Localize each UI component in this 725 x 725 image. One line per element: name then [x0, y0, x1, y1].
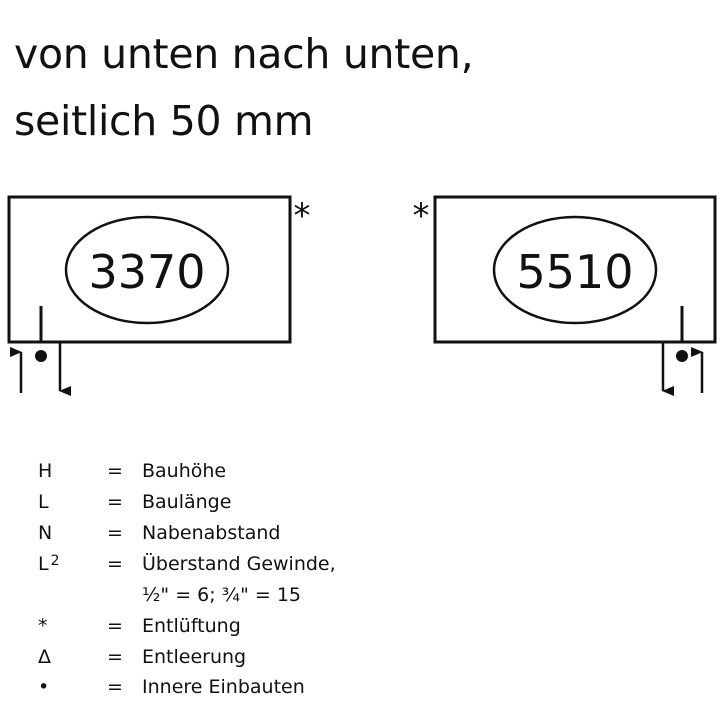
- legend-row-thread-values: [0, 584, 725, 612]
- legend-description: ½" = 6; ¾" = 15: [142, 584, 302, 606]
- legend-description: Innere Einbauten: [142, 676, 305, 698]
- legend-equals: =: [107, 491, 123, 513]
- legend-symbol-group: [38, 553, 60, 575]
- radiator-right-code: 5510: [516, 245, 634, 299]
- legend-symbol: N: [38, 522, 53, 544]
- legend-equals: =: [107, 646, 123, 668]
- radiator-left: [9, 196, 311, 393]
- legend-description: Entlüftung: [142, 615, 241, 637]
- legend-row-thread-overhang: [0, 553, 725, 581]
- vent-asterisk-left: *: [293, 196, 311, 236]
- internal-fitting-dot-left: [35, 350, 47, 362]
- legend-symbol: L: [38, 491, 49, 513]
- legend-symbol: H: [38, 460, 53, 482]
- legend-equals: =: [107, 676, 123, 698]
- legend-description: Bauhöhe: [142, 460, 227, 482]
- vent-asterisk-right: *: [412, 196, 430, 236]
- radiator-right: [413, 196, 716, 393]
- legend-description: Baulänge: [142, 491, 232, 513]
- internal-fitting-dot-right: [676, 350, 688, 362]
- legend-description: Nabenabstand: [142, 522, 281, 544]
- radiator-left-code: 3370: [88, 245, 206, 299]
- legend-equals: =: [107, 553, 123, 575]
- legend-row-vent: [0, 615, 725, 643]
- legend-symbol-subscript: 2: [50, 553, 60, 569]
- legend-row-internals: [0, 676, 725, 704]
- page-title-line-1: von unten nach unten,: [14, 30, 474, 78]
- legend-row-hub-distance: [0, 522, 725, 550]
- legend-equals: =: [107, 460, 123, 482]
- legend-equals: =: [107, 615, 123, 637]
- legend-symbol: *: [38, 615, 48, 637]
- legend-description: Entleerung: [142, 646, 247, 668]
- page-title-line-2: seitlich 50 mm: [14, 97, 314, 145]
- legend-description: Überstand Gewinde,: [142, 553, 336, 575]
- legend-symbol: L: [38, 553, 49, 575]
- legend-symbol: Δ: [38, 646, 51, 668]
- legend-equals: =: [107, 522, 123, 544]
- legend-row-drain: [0, 646, 725, 674]
- legend-row-length: [0, 491, 725, 519]
- legend-row-height: [0, 460, 725, 488]
- legend-symbol: •: [38, 676, 50, 698]
